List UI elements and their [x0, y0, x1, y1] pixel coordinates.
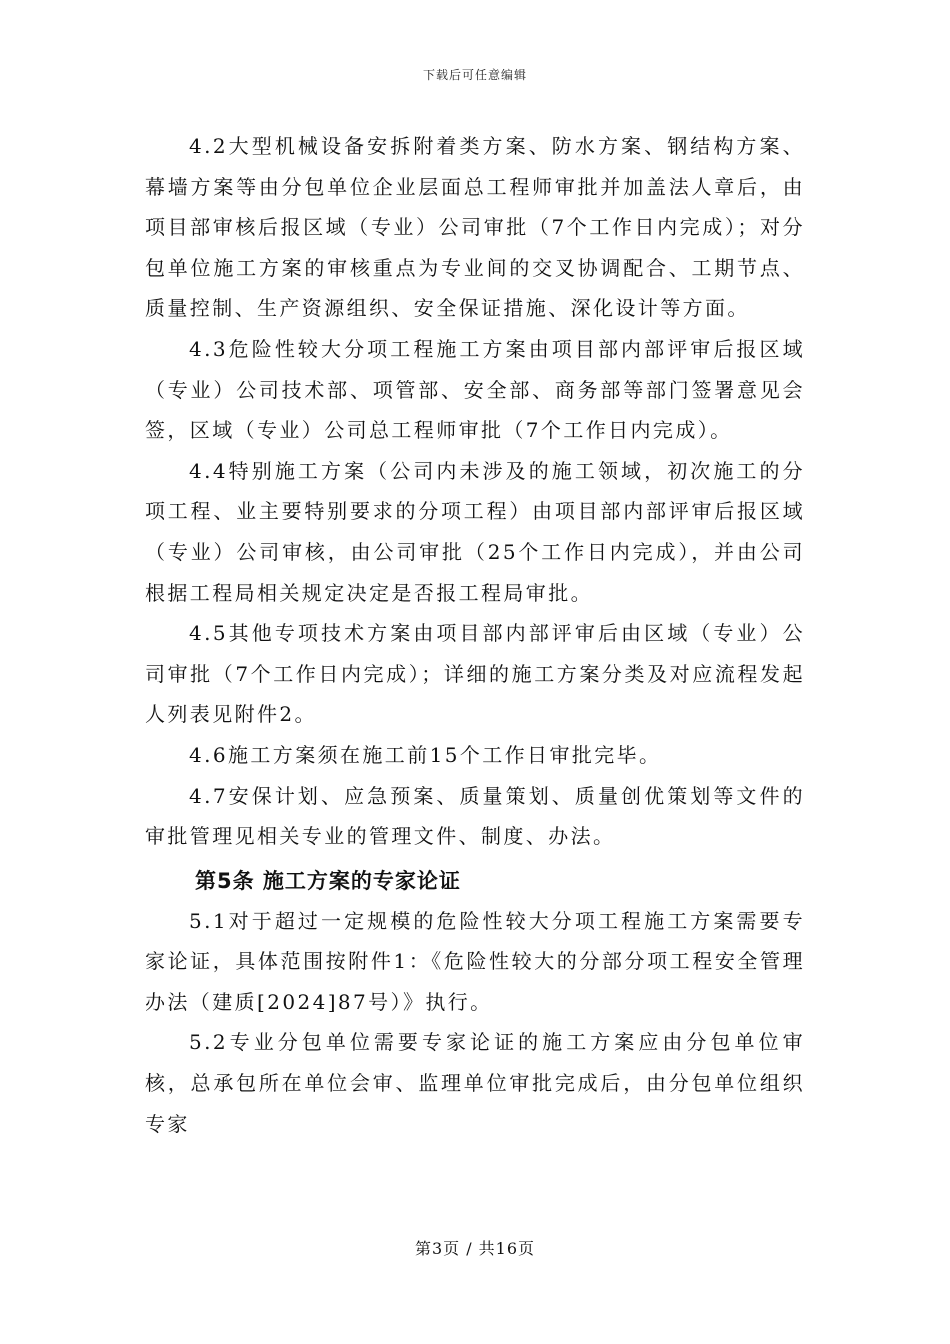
- section-5-title: 第5条 施工方案的专家论证: [195, 868, 461, 893]
- paragraph-4-2: 4.2大型机械设备安拆附着类方案、防水方案、钢结构方案、幕墙方案等由分包单位企业层面总工程师审批并加盖法人章后，由项目部审核后报区域（专业）公司审批（7个工作日内完成）；对分包单位施工方案的审核重点为专业间的交叉协调配合、工期节点、质量控制、生产资源组织、安全保证措施、深化设计等方面。: [145, 134, 805, 321]
- page-number-footer: 第3页 / 共16页: [414, 1239, 536, 1258]
- document-body: [145, 126, 805, 1144]
- paragraph-5-1: 5.1对于超过一定规模的危险性较大分项工程施工方案需要专家论证，具体范围按附件1：《危险性较大的分部分项工程安全管理办法（建质[2024]87号）》执行。: [145, 908, 805, 1014]
- paragraph-4-3: 4.3危险性较大分项工程施工方案由项目部内部评审后报区域（专业）公司技术部、项管部、安全部、商务部等部门签署意见会签，区域（专业）公司总工程师审批（7个工作日内完成）。: [145, 336, 805, 443]
- page-header: 下载后可任意编辑: [422, 68, 527, 82]
- paragraph-4-6: 4.6施工方案须在施工前15个工作日审批完毕。: [189, 742, 662, 767]
- paragraph-4-5: 4.5其他专项技术方案由项目部内部评审后由区域（专业）公司审批（7个工作日内完成）；详细的施工方案分类及对应流程发起人列表见附件2。: [145, 621, 805, 727]
- paragraph-4-7: 4.7安保计划、应急预案、质量策划、质量创优策划等文件的审批管理见相关专业的管理文件、制度、办法。: [145, 783, 805, 849]
- paragraph-4-4: 4.4特别施工方案（公司内未涉及的施工领域，初次施工的分项工程、业主要特别要求的分项工程）由项目部内部评审后报区域（专业）公司审核，由公司审批（25个工作日内完成），并由公司根据工程局相关规定决定是否报工程局审批。: [145, 458, 805, 605]
- paragraph-5-2: 5.2专业分包单位需要专家论证的施工方案应由分包单位审核，总承包所在单位会审、监理单位审批完成后，由分包单位组织专家: [145, 1030, 805, 1136]
